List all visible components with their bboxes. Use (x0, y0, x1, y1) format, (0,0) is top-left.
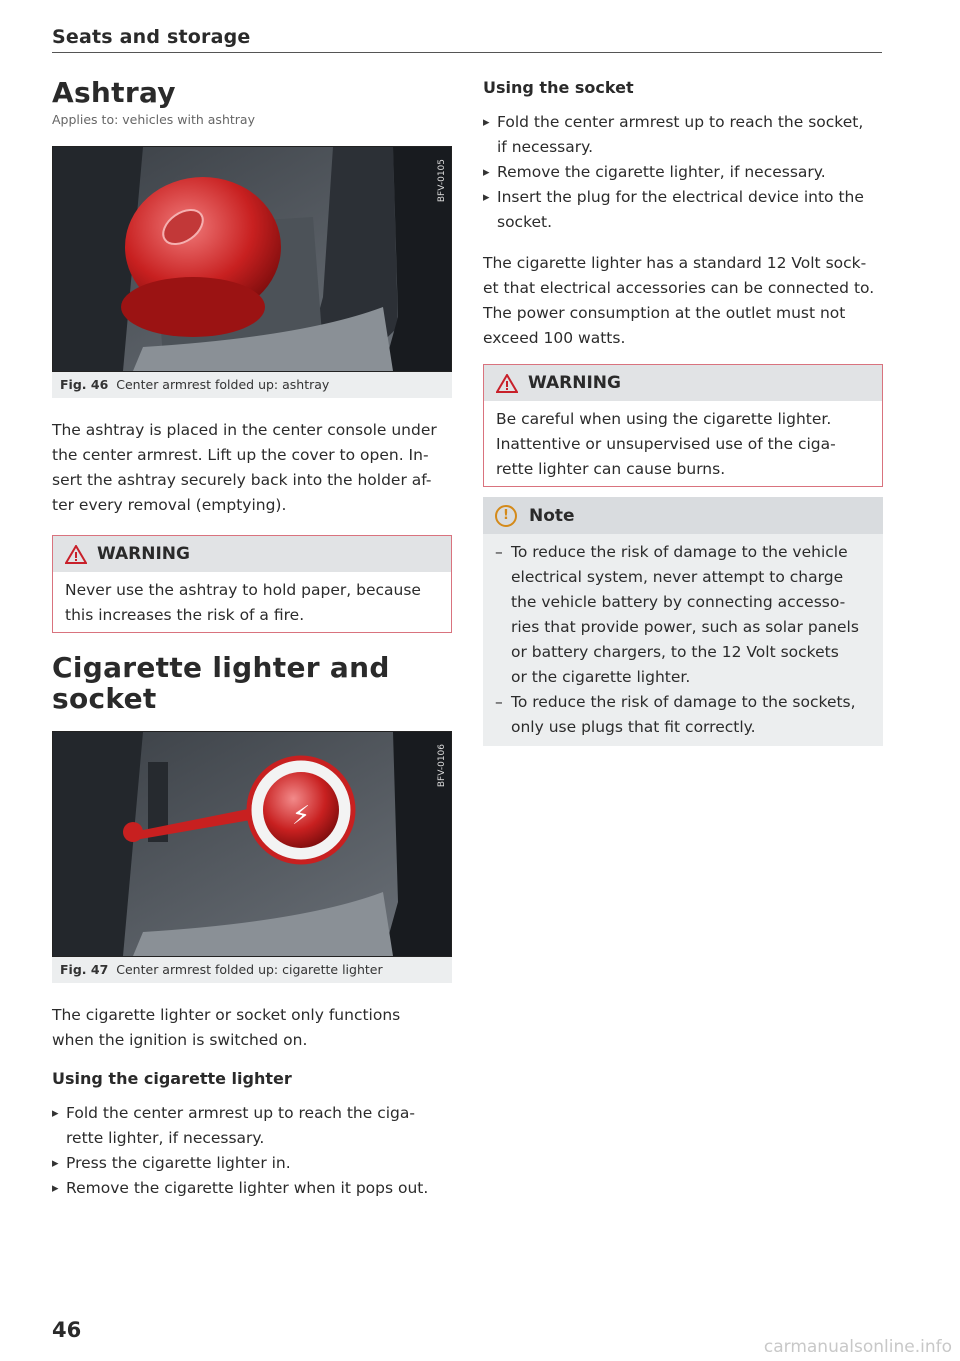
ashtray-photo (52, 146, 452, 372)
step-line: Fold the center armrest up to reach the ciga- (66, 1104, 415, 1122)
using-lighter-steps (52, 1101, 452, 1201)
warning-line: Be careful when using the cigarette lighter. (496, 410, 832, 428)
step-item (483, 185, 883, 235)
warning-body (53, 572, 451, 632)
warning-title: WARNING (528, 373, 621, 393)
ashtray-body (52, 418, 452, 518)
section-header: Seats and storage (52, 26, 251, 48)
lighter-body (52, 1003, 452, 1053)
warning-title: WARNING (97, 544, 190, 564)
note-line: only use plugs that fit correctly. (511, 718, 756, 736)
svg-text:⚡: ⚡ (291, 801, 311, 831)
body-line: The cigarette lighter has a standard 12 Volt sock- (483, 254, 867, 272)
body-line: ter every removal (emptying). (52, 496, 287, 514)
socket-body (483, 251, 883, 351)
note-item (495, 690, 871, 740)
step-item: ▸ Remove the cigarette lighter, if necessary. (483, 160, 883, 185)
warning-triangle-icon (65, 545, 87, 564)
note-item (495, 540, 871, 690)
lighter-title-line1: Cigarette lighter and (52, 651, 390, 684)
step-line: Insert the plug for the electrical device into the (497, 188, 864, 206)
note-line: the vehicle battery by connecting accesso- (511, 593, 846, 611)
warning-line: Inattentive or unsupervised use of the ciga- (496, 435, 836, 453)
body-line: when the ignition is switched on. (52, 1031, 308, 1049)
figure-caption (52, 957, 452, 983)
warning-line: Never use the ashtray to hold paper, because (65, 581, 421, 599)
using-socket-heading: Using the socket (483, 78, 634, 97)
socket-warning-box (483, 364, 883, 487)
warning-header (53, 536, 451, 572)
note-line: or battery chargers, to the 12 Volt sockets (511, 643, 839, 661)
watermark: carmanualsonline.info (763, 1337, 952, 1357)
step-line: if necessary. (497, 138, 594, 156)
ashtray-warning-box (52, 535, 452, 633)
figure-lighter (52, 731, 452, 983)
warning-line: rette lighter can cause burns. (496, 460, 726, 478)
note-line: To reduce the risk of damage to the vehicle (511, 543, 848, 561)
note-line: electrical system, never attempt to charge (511, 568, 844, 586)
ashtray-title: Ashtray (52, 76, 176, 109)
note-box (483, 497, 883, 746)
ashtray-illustration (53, 147, 451, 371)
figure-id: BFV-0106 (437, 744, 447, 788)
note-line: ries that provide power, such as solar panels (511, 618, 859, 636)
step-item: ▸ Remove the cigarette lighter when it pops out. (52, 1176, 452, 1201)
warning-body (484, 401, 882, 486)
using-socket-steps (483, 110, 883, 235)
body-line: exceed 100 watts. (483, 329, 626, 347)
note-title: Note (529, 505, 575, 526)
warning-line: this increases the risk of a fire. (65, 606, 305, 624)
page-number: 46 (52, 1318, 82, 1342)
applies-note: Applies to: vehicles with ashtray (52, 112, 255, 127)
lighter-photo (52, 731, 452, 957)
body-line: the center armrest. Lift up the cover to open. In- (52, 446, 429, 464)
warning-header (484, 365, 882, 401)
note-header (483, 497, 883, 534)
step-item (52, 1101, 452, 1151)
figure-label: Fig. 47 (60, 962, 109, 977)
step-item: ▸ Press the cigarette lighter in. (52, 1151, 452, 1176)
figure-id: BFV-0105 (437, 159, 447, 203)
figure-caption-text: Center armrest folded up: cigarette lighter (116, 962, 383, 977)
note-info-icon: ! (495, 505, 517, 527)
lighter-title-line2: socket (52, 682, 157, 715)
figure-caption-text: Center armrest folded up: ashtray (116, 377, 330, 392)
step-line: rette lighter, if necessary. (66, 1129, 265, 1147)
note-line: or the cigarette lighter. (511, 668, 691, 686)
figure-ashtray (52, 146, 452, 398)
step-item (483, 110, 883, 160)
figure-label: Fig. 46 (60, 377, 109, 392)
step-line: Fold the center armrest up to reach the socket, (497, 113, 864, 131)
body-line: The cigarette lighter or socket only functions (52, 1006, 401, 1024)
note-list (483, 534, 883, 746)
body-line: The power consumption at the outlet must not (483, 304, 846, 322)
step-line: socket. (497, 213, 553, 231)
header-rule (52, 52, 882, 53)
body-line: sert the ashtray securely back into the holder af- (52, 471, 432, 489)
body-line: et that electrical accessories can be connected to. (483, 279, 875, 297)
warning-triangle-icon (496, 374, 518, 393)
body-line: The ashtray is placed in the center console under (52, 421, 437, 439)
note-line: To reduce the risk of damage to the sockets, (511, 693, 856, 711)
figure-caption (52, 372, 452, 398)
lighter-title (52, 652, 390, 714)
using-lighter-heading: Using the cigarette lighter (52, 1069, 292, 1088)
lighter-illustration (53, 732, 451, 956)
